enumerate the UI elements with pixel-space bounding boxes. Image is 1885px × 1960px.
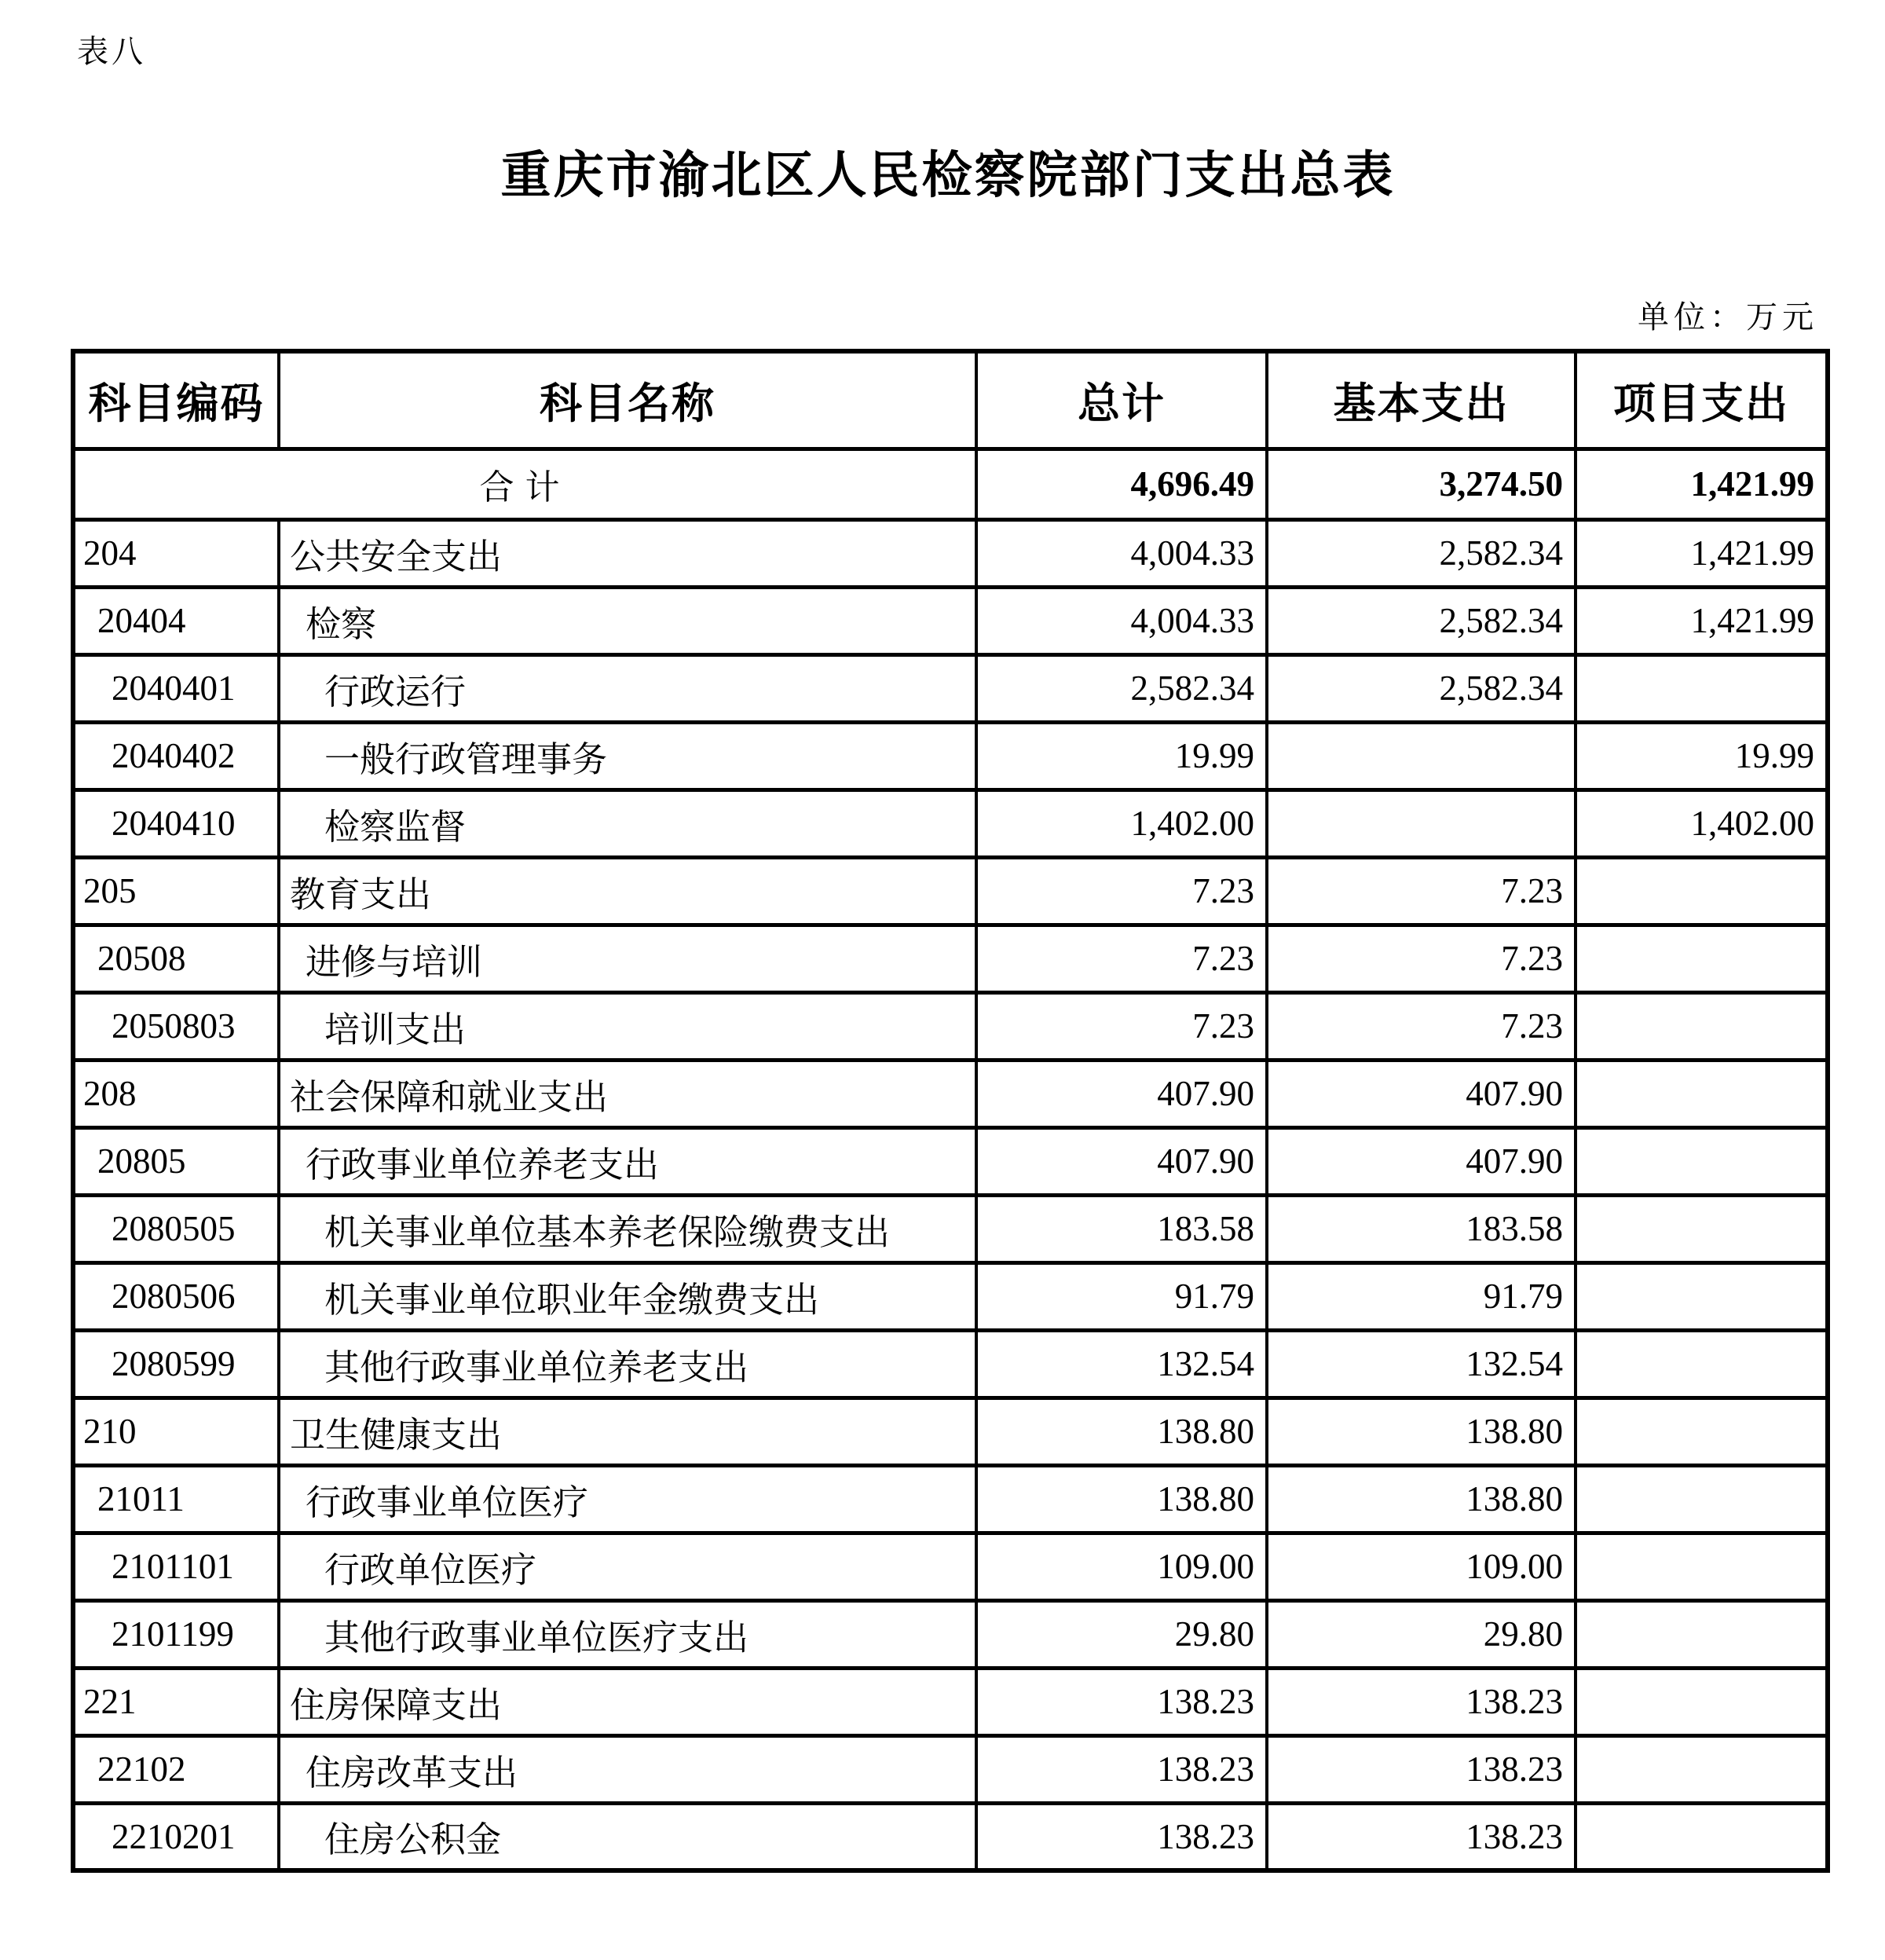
row-project-cell: 1,421.99 xyxy=(1576,519,1828,587)
row-code-cell: 2050803 xyxy=(73,992,279,1060)
col-header-project-expenditure: 项目支出 xyxy=(1576,351,1828,449)
table-row xyxy=(73,1735,1828,1803)
row-project-cell: 1,421.99 xyxy=(1576,587,1828,654)
table-row xyxy=(73,519,1828,587)
grand-total-row xyxy=(73,449,1828,519)
row-project-cell xyxy=(1576,992,1828,1060)
row-name-cell: 其他行政事业单位养老支出 xyxy=(279,1330,976,1398)
table-row xyxy=(73,1060,1828,1127)
row-name-cell: 公共安全支出 xyxy=(279,519,976,587)
row-name-cell: 检察 xyxy=(279,587,976,654)
row-name-cell: 培训支出 xyxy=(279,992,976,1060)
table-row xyxy=(73,1262,1828,1330)
row-total-cell: 138.23 xyxy=(976,1668,1267,1735)
row-project-cell: 1,402.00 xyxy=(1576,789,1828,857)
row-total-cell: 407.90 xyxy=(976,1060,1267,1127)
table-row xyxy=(73,1195,1828,1262)
row-basic-cell: 138.23 xyxy=(1267,1803,1576,1870)
row-total-cell: 138.80 xyxy=(976,1398,1267,1465)
row-name-cell: 教育支出 xyxy=(279,857,976,925)
row-project-cell xyxy=(1576,1600,1828,1668)
row-total-cell: 138.23 xyxy=(976,1735,1267,1803)
row-project-cell xyxy=(1576,1262,1828,1330)
row-basic-cell: 407.90 xyxy=(1267,1127,1576,1195)
grand-total-project-cell: 1,421.99 xyxy=(1576,449,1828,519)
row-total-cell: 2,582.34 xyxy=(976,654,1267,722)
row-basic-cell: 7.23 xyxy=(1267,925,1576,992)
row-total-cell: 138.80 xyxy=(976,1465,1267,1533)
table-row xyxy=(73,992,1828,1060)
row-basic-cell: 109.00 xyxy=(1267,1533,1576,1600)
row-code-cell: 2080506 xyxy=(73,1262,279,1330)
row-project-cell xyxy=(1576,1735,1828,1803)
row-code-cell: 221 xyxy=(73,1668,279,1735)
row-basic-cell: 132.54 xyxy=(1267,1330,1576,1398)
grand-total-sum-cell: 4,696.49 xyxy=(976,449,1267,519)
row-name-cell: 一般行政管理事务 xyxy=(279,722,976,789)
row-code-cell: 2040402 xyxy=(73,722,279,789)
row-basic-cell xyxy=(1267,789,1576,857)
row-name-cell: 行政单位医疗 xyxy=(279,1533,976,1600)
row-project-cell xyxy=(1576,1127,1828,1195)
row-project-cell xyxy=(1576,1533,1828,1600)
row-code-cell: 2040401 xyxy=(73,654,279,722)
row-project-cell: 19.99 xyxy=(1576,722,1828,789)
row-code-cell: 205 xyxy=(73,857,279,925)
row-total-cell: 109.00 xyxy=(976,1533,1267,1600)
col-header-basic-expenditure: 基本支出 xyxy=(1267,351,1576,449)
row-code-cell: 204 xyxy=(73,519,279,587)
row-code-cell: 20404 xyxy=(73,587,279,654)
row-code-cell: 20805 xyxy=(73,1127,279,1195)
row-total-cell: 132.54 xyxy=(976,1330,1267,1398)
row-code-cell: 2080505 xyxy=(73,1195,279,1262)
table-row xyxy=(73,1465,1828,1533)
table-row xyxy=(73,1600,1828,1668)
row-basic-cell: 7.23 xyxy=(1267,857,1576,925)
row-project-cell xyxy=(1576,1060,1828,1127)
row-project-cell xyxy=(1576,1465,1828,1533)
row-name-cell: 机关事业单位职业年金缴费支出 xyxy=(279,1262,976,1330)
row-code-cell: 208 xyxy=(73,1060,279,1127)
col-header-total: 总计 xyxy=(976,351,1267,449)
table-row xyxy=(73,789,1828,857)
row-basic-cell: 7.23 xyxy=(1267,992,1576,1060)
row-total-cell: 7.23 xyxy=(976,992,1267,1060)
row-project-cell xyxy=(1576,1803,1828,1870)
row-name-cell: 行政运行 xyxy=(279,654,976,722)
row-name-cell: 卫生健康支出 xyxy=(279,1398,976,1465)
table-row xyxy=(73,857,1828,925)
table-row xyxy=(73,1668,1828,1735)
row-total-cell: 4,004.33 xyxy=(976,587,1267,654)
row-project-cell xyxy=(1576,925,1828,992)
row-project-cell xyxy=(1576,1668,1828,1735)
row-total-cell: 19.99 xyxy=(976,722,1267,789)
row-name-cell: 机关事业单位基本养老保险缴费支出 xyxy=(279,1195,976,1262)
row-total-cell: 7.23 xyxy=(976,925,1267,992)
row-name-cell: 住房改革支出 xyxy=(279,1735,976,1803)
row-basic-cell: 138.80 xyxy=(1267,1398,1576,1465)
table-number-label: 表八 xyxy=(77,34,146,69)
row-basic-cell: 2,582.34 xyxy=(1267,587,1576,654)
row-project-cell xyxy=(1576,1330,1828,1398)
table-row xyxy=(73,1330,1828,1398)
row-project-cell xyxy=(1576,857,1828,925)
row-name-cell: 社会保障和就业支出 xyxy=(279,1060,976,1127)
page-title: 重庆市渝北区人民检察院部门支出总表 xyxy=(500,148,1396,203)
table-row xyxy=(73,587,1828,654)
row-basic-cell: 2,582.34 xyxy=(1267,519,1576,587)
row-total-cell: 91.79 xyxy=(976,1262,1267,1330)
row-code-cell: 22102 xyxy=(73,1735,279,1803)
row-total-cell: 7.23 xyxy=(976,857,1267,925)
row-basic-cell: 138.23 xyxy=(1267,1668,1576,1735)
grand-total-label-cell: 合计 xyxy=(73,449,976,519)
row-total-cell: 407.90 xyxy=(976,1127,1267,1195)
row-project-cell xyxy=(1576,654,1828,722)
row-name-cell: 其他行政事业单位医疗支出 xyxy=(279,1600,976,1668)
row-name-cell: 行政事业单位医疗 xyxy=(279,1465,976,1533)
row-total-cell: 29.80 xyxy=(976,1600,1267,1668)
table-row xyxy=(73,722,1828,789)
row-name-cell: 住房公积金 xyxy=(279,1803,976,1870)
row-project-cell xyxy=(1576,1195,1828,1262)
row-basic-cell: 407.90 xyxy=(1267,1060,1576,1127)
row-name-cell: 行政事业单位养老支出 xyxy=(279,1127,976,1195)
row-total-cell: 1,402.00 xyxy=(976,789,1267,857)
table-row xyxy=(73,1803,1828,1870)
row-name-cell: 检察监督 xyxy=(279,789,976,857)
row-total-cell: 138.23 xyxy=(976,1803,1267,1870)
row-code-cell: 2040410 xyxy=(73,789,279,857)
table-row xyxy=(73,1398,1828,1465)
row-basic-cell: 183.58 xyxy=(1267,1195,1576,1262)
header-row xyxy=(73,351,1828,449)
row-basic-cell: 91.79 xyxy=(1267,1262,1576,1330)
row-total-cell: 4,004.33 xyxy=(976,519,1267,587)
table-row xyxy=(73,1127,1828,1195)
col-header-subject-code: 科目编码 xyxy=(73,351,279,449)
row-code-cell: 21011 xyxy=(73,1465,279,1533)
row-name-cell: 进修与培训 xyxy=(279,925,976,992)
table-row xyxy=(73,654,1828,722)
row-code-cell: 2210201 xyxy=(73,1803,279,1870)
table-row xyxy=(73,1533,1828,1600)
table-row xyxy=(73,925,1828,992)
row-basic-cell xyxy=(1267,722,1576,789)
row-total-cell: 183.58 xyxy=(976,1195,1267,1262)
row-basic-cell: 138.80 xyxy=(1267,1465,1576,1533)
grand-total-basic-cell: 3,274.50 xyxy=(1267,449,1576,519)
col-header-subject-name: 科目名称 xyxy=(279,351,976,449)
row-code-cell: 2080599 xyxy=(73,1330,279,1398)
row-basic-cell: 138.23 xyxy=(1267,1735,1576,1803)
row-code-cell: 2101101 xyxy=(73,1533,279,1600)
row-code-cell: 210 xyxy=(73,1398,279,1465)
expenditure-table xyxy=(71,349,1830,1873)
row-project-cell xyxy=(1576,1398,1828,1465)
row-name-cell: 住房保障支出 xyxy=(279,1668,976,1735)
row-basic-cell: 2,582.34 xyxy=(1267,654,1576,722)
row-basic-cell: 29.80 xyxy=(1267,1600,1576,1668)
row-code-cell: 2101199 xyxy=(73,1600,279,1668)
row-code-cell: 20508 xyxy=(73,925,279,992)
unit-note: 单位：万元 xyxy=(1638,299,1818,335)
